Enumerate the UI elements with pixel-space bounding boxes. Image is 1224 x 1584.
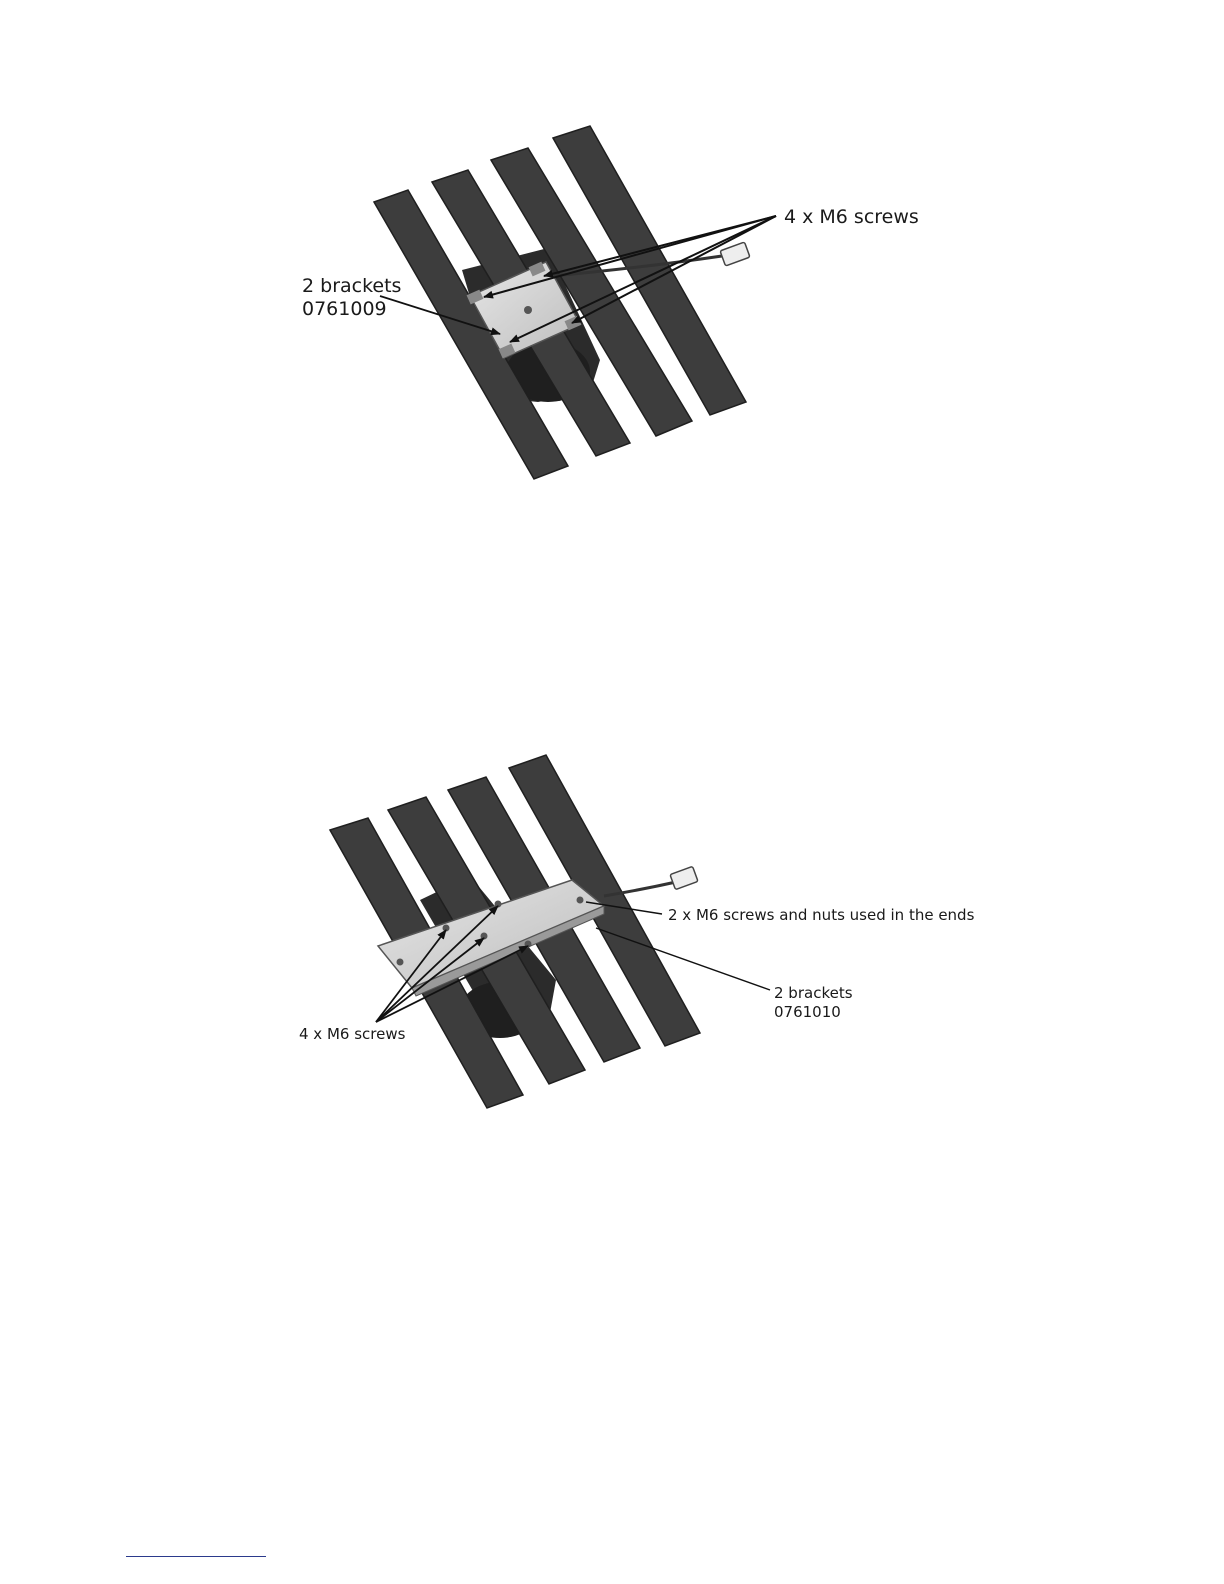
label-screws-bottom: 4 x M6 screws <box>299 1025 406 1043</box>
label-brackets-top-line2: 0761009 <box>302 298 387 320</box>
label-brackets-top-line1: 2 brackets <box>302 275 402 297</box>
figure-bottom-illustration <box>330 755 770 1108</box>
label-brackets-bottom-line2: 0761010 <box>774 1003 841 1021</box>
figure-top-illustration <box>374 126 776 479</box>
label-end-screws-bottom: 2 x M6 screws and nuts used in the ends <box>668 906 975 924</box>
footnote-separator <box>126 1556 266 1557</box>
label-brackets-bottom-line1: 2 brackets <box>774 984 853 1002</box>
label-screws-top: 4 x M6 screws <box>784 206 919 228</box>
